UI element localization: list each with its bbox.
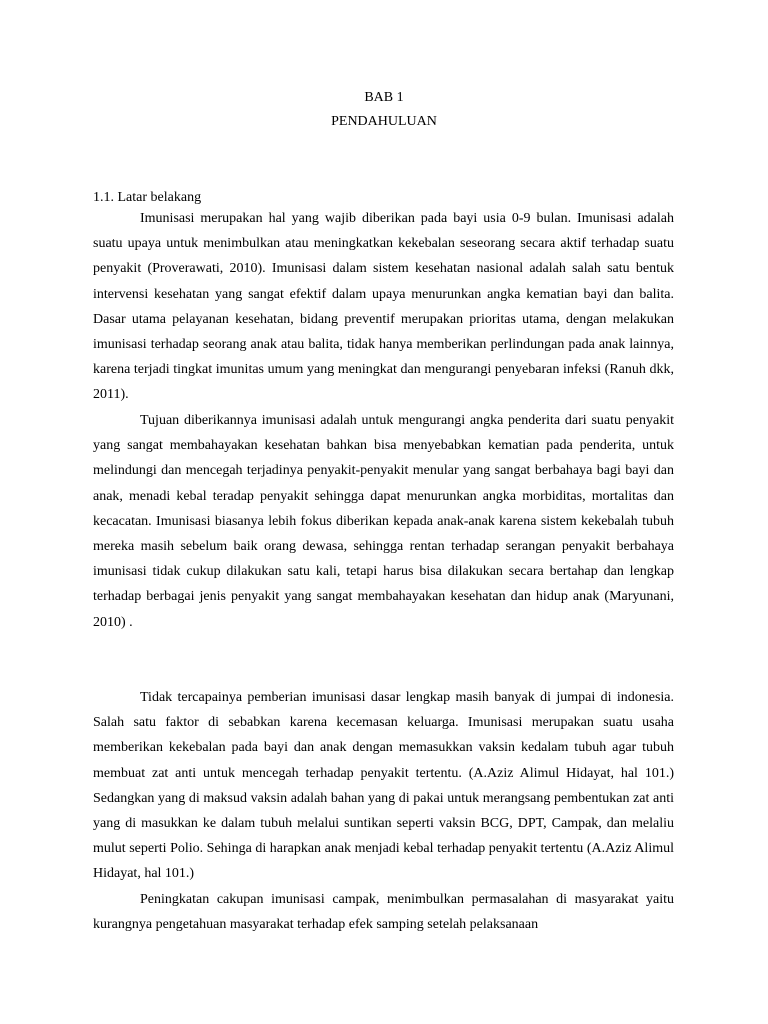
chapter-title: PENDAHULUAN: [331, 114, 437, 129]
body-paragraph: Tidak tercapainya pemberian imunisasi dasar lengkap masih banyak di jumpai di indonesia. Salah satu faktor di sebabkan karena kecemasan keluarga. Imunisasi merupakan suatu usaha memberikan kekebalan pada bayi dan anak dengan memasukkan vaksin kedalam tubuh agar tubuh membuat zat anti untuk mencegah terhadap penyakit tertentu. (A.Aziz Alimul Hidayat, hal 101.) Sedangkan yang di maksud vaksin adalah bahan yang di pakai untuk merangsang pembentukan zat anti yang di masukkan ke dalam tubuh melalui suntikan seperti vaksin BCG, DPT, Campak, dan melaliu mulut seperti Polio. Sehinga di harapkan anak menjadi kebal terhadap penyakit tertentu (A.Aziz Alimul Hidayat, hal 101.): [93, 690, 674, 882]
body-paragraph: Peningkatan cakupan imunisasi campak, menimbulkan permasalahan di masyarakat yaitu kurangnya pengetahuan masyarakat terhadap efek samping setelah pelaksanaan: [93, 892, 674, 933]
body-paragraph: Tujuan diberikannya imunisasi adalah untuk mengurangi angka penderita dari suatu penyakit yang sangat membahayakan kesehatan bahkan bisa menyebabkan kematian pada penderita, untuk melindungi dan mencegah terjadinya penyakit-penyakit menular yang sangat berbahaya bagi bayi dan anak, menadi kebal teradap penyakit sehingga dapat menurunkan angka morbiditas, mortalitas dan kecacatan. Imunisasi biasanya lebih fokus diberikan kepada anak-anak karena sistem kekebalah tubuh mereka masih sebelum baik orang dewasa, sehingga rentan terhadap serangan penyakit berbahaya imunisasi tidak cukup dilakukan satu kali, tetapi harus bisa dilakukan secara bertahap dan lengkap terhadap berbagai jenis penyakit yang sangat membahayakan kesehatan dan hidup anak (Maryunani, 2010) .: [93, 413, 674, 630]
chapter-number: BAB 1: [364, 90, 404, 105]
section-heading: 1.1. Latar belakang: [93, 190, 202, 205]
body-paragraph: Imunisasi merupakan hal yang wajib diberikan pada bayi usia 0-9 bulan. Imunisasi adalah suatu upaya untuk menimbulkan atau meningkatkan kekebalan seseorang secara aktif terhadap suatu penyakit (Proverawati, 2010). Imunisasi dalam sistem kesehatan nasional adalah salah satu bentuk intervensi kesehatan yang sangat efektif dalam upaya menurunkan angka kematian bayi dan balita. Dasar utama pelayanan kesehatan, bidang preventif merupakan prioritas utama, dengan melakukan imunisasi terhadap seorang anak atau balita, tidak hanya memberikan perlindungan pada anak lainnya, karena terjadi tingkat imunitas umum yang meningkat dan mengurangi penyebaran infeksi (Ranuh dkk, 2011).: [93, 211, 674, 403]
